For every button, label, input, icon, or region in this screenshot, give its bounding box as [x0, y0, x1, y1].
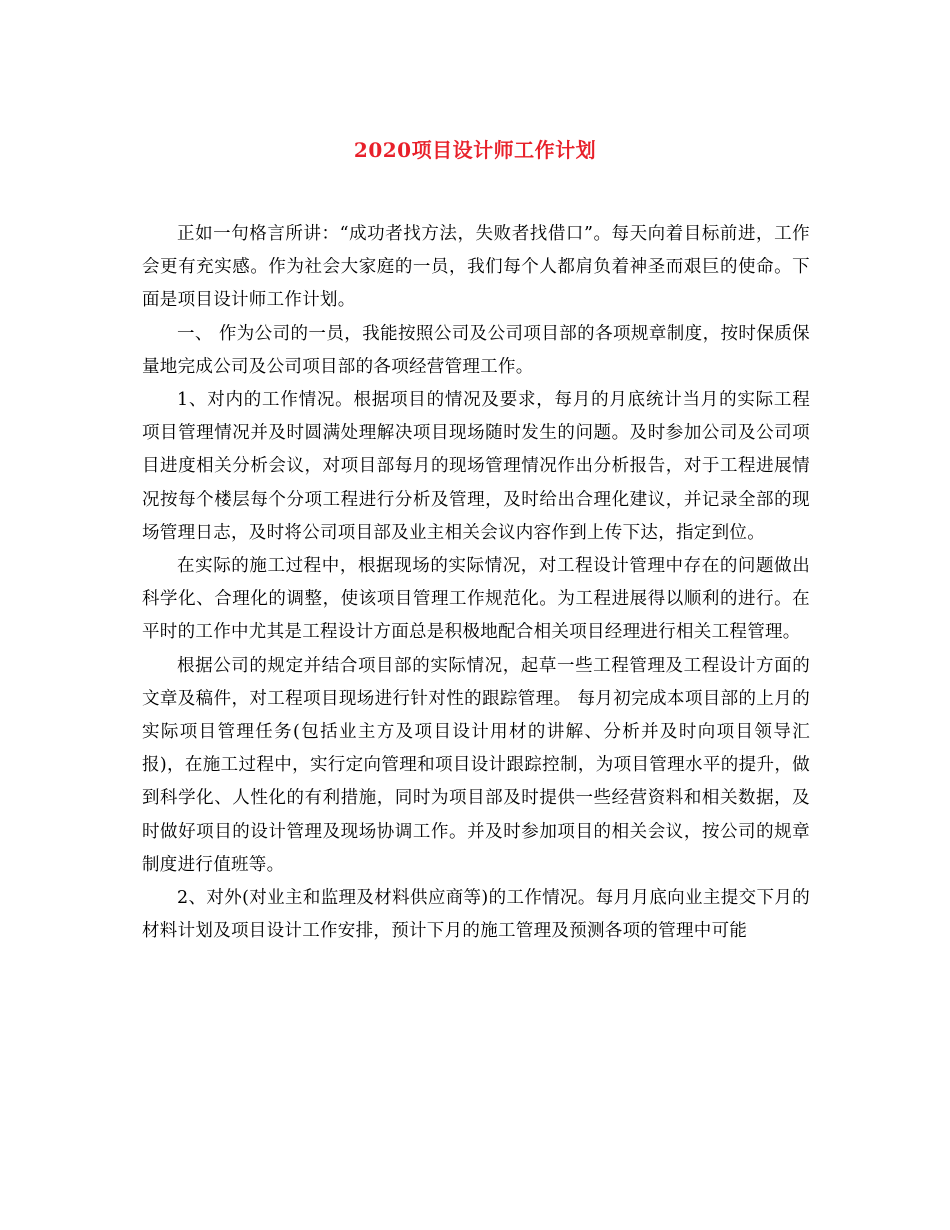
document-body [142, 218, 810, 948]
paragraph-construction: 在实际的施工过程中，根据现场的实际情况，对工程设计管理中存在的问题做出科学化、合理化的调整，使该项目管理工作规范化。为工程进展得以顺利的进行。在平时的工作中尤其是工程设计方面总是积极地配合相关项目经理进行相关工程管理。 [142, 556, 810, 643]
paragraph-external-work: 2、对外(对业主和监理及材料供应商等)的工作情况。每月月底向业主提交下月的材料计划及项目设计工作安排，预计下月的施工管理及预测各项的管理中可能 [142, 888, 810, 942]
paragraph-intro: 正如一句格言所讲：“成功者找方法，失败者找借口”。每天向着目标前进，工作会更有充实感。作为社会大家庭的一员，我们每个人都肩负着神圣而艰巨的使命。下面是项目设计师工作计划。 [142, 224, 810, 311]
paragraph-internal-work: 1、对内的工作情况。根据项目的情况及要求，每月的月底统计当月的实际工程项目管理情况并及时圆满处理解决项目现场随时发生的问题。及时参加公司及公司项目进度相关分析会议，对项目部每月的现场管理情况作出分析报告，对于工程进展情况按每个楼层每个分项工程进行分析及管理，及时给出合理化建议，并记录全部的现场管理日志，及时将公司项目部及业主相关会议内容作到上传下达，指定到位。 [142, 390, 810, 543]
paragraph-section-1: 一、 作为公司的一员，我能按照公司及公司项目部的各项规章制度，按时保质保量地完成公司及公司项目部的各项经营管理工作。 [142, 323, 810, 377]
document-title: 2020项目设计师工作计划 [353, 138, 597, 162]
paragraph-regulations: 根据公司的规定并结合项目部的实际情况，起草一些工程管理及工程设计方面的文章及稿件，对工程项目现场进行针对性的跟踪管理。 每月初完成本项目部的上月的实际项目管理任务(包括业主方及项目设计用材的讲解、分析并及时向项目领导汇报)，在施工过程中，实行定向管理和项目设计跟踪控制，为项目管理水平的提升，做到科学化、人性化的有利措施，同时为项目部及时提供一些经营资料和相关数据，及时做好项目的设计管理及现场协调工作。并及时参加项目的相关会议，按公司的规章制度进行值班等。 [142, 655, 810, 875]
